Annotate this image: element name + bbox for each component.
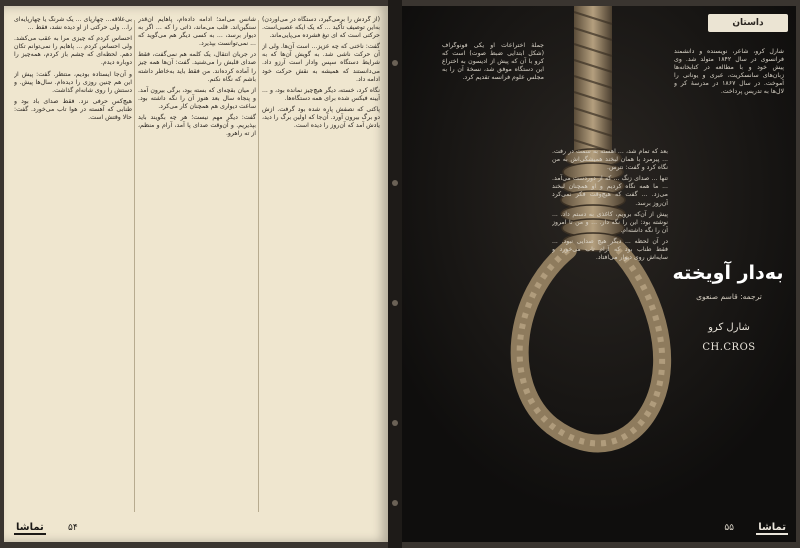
right-page-footer xyxy=(410,522,788,536)
paragraph: گفت: دیگر مهم نیست؛ هر چه بگویند باید بپذیریم. و آن‌وقت صدای پا آمد، آرام و منظم، از ته راهرو. xyxy=(138,114,256,138)
paragraph: احساس کردم که چیزی مرا به عقب می‌کشد. ولی احساس کردم ... پاهایم را نمی‌توانم تکان دهم. لحظه‌ای که چشم باز کردم، همه‌چیز را دوباره دیدم. xyxy=(14,35,132,67)
paragraph: شارل کرو، شاعر، نویسنده و دانشمند فرانسوی در سال ۱۸۴۲ متولد شد. وی پیش خود و با مطالعه در کتابخانه‌ها زبان‌های سانسکریت، عبری و یونانی را آموخت. در سال ۱۸۶۷ در مدرسهٔ کر و لال‌ها به تدریس پرداخت. xyxy=(674,48,784,96)
staple-hole xyxy=(392,300,398,306)
paragraph: تنها ... صدای زنگ ... که از دوردست می‌آمد. ... ما همه نگاه کردیم و او همچنان لبخند می‌زد. ... گفت که هیچ‌وقت فکر نمی‌کرد آن‌روز برسد. xyxy=(552,175,668,207)
staple-hole xyxy=(392,180,398,186)
section-tag: داستان xyxy=(708,14,788,32)
paragraph: پیش از آن‌که برویم، کاغذی به دستم داد. ... نوشته بود: این را نگه دار. ... و من تا امروز آن را نگه داشته‌ام. xyxy=(552,210,668,234)
story-title: به‌دار آویخته xyxy=(672,262,784,284)
paragraph: و آن‌جا ایستاده بودیم، منتظر. گفت: پیش از این هم چنین روزی را دیده‌ام. سال‌ها پیش. و دستش را روی شانه‌ام گذاشت. xyxy=(14,70,132,94)
author-name-persian: شارل کرو xyxy=(708,322,750,333)
paragraph: شانس می‌آمد؛ ادامه داده‌ام، پاهایم آن‌قدر سنگین‌اند. قلب می‌ماند، ذاتی را که ... اگر به دیوار برسد، ... به کسی دیگر هم می‌گوید که ... نمی‌توانست بپذیرد. xyxy=(138,16,256,48)
staple-hole xyxy=(392,420,398,426)
page-number: ۵۵ xyxy=(724,523,734,533)
paragraph: (از گردش را برمی‌گیرد، دستگاه در می‌آوردن) به‌این توصیف تأکید ... که یک ایکه عصبی‌است. حرکتی است که ای تیغ فشرده می‌پایی‌ماند. xyxy=(262,16,380,40)
paragraph: هیچ‌کس حرفی نزد. فقط صدای باد بود و طنابی که آهسته در هوا تاب می‌خورد. گفت: حالا وقتش است. xyxy=(14,97,132,122)
magazine-logo: تماشا xyxy=(758,522,786,533)
binding-spine xyxy=(388,0,402,548)
column-divider xyxy=(258,20,259,512)
paragraph: در جریان انتقال، یک کلمه هم نمی‌گفت، فقط صدای قلبش را می‌شنید. گفت: آن‌ها همه چیز را آماده کرده‌اند. من فقط باید به‌خاطر داشته باشم که نگاه نکنم. xyxy=(138,51,256,83)
column-divider xyxy=(134,20,135,512)
left-page-footer xyxy=(14,522,378,536)
paragraph: گفت: ناخنی که چه عزیز... است آن‌ها. ولی از آن حرکت ناشی شد. به گویش آن‌ها که به شرایط دستگاه سپس وادار است آرزو داد. می‌دانستند که همیشه به نقش حرکت خود ادامه داد. xyxy=(262,43,380,83)
magazine-logo: تماشا xyxy=(16,522,44,533)
paragraph: بی‌علاقه... چهارپای ... یک شرنگ یا چهارپایه‌ای را... ولی حرکتی از او دیده نشد، فقط ... xyxy=(14,16,132,32)
staple-hole xyxy=(392,60,398,66)
staple-hole xyxy=(392,500,398,506)
paragraph: بعد که تمام شد، ... آهسته به سمت در رفت. ... پیرمرد با همان لبخند همیشگی‌اش به من نگاه کرد و گفت: نترس. xyxy=(552,148,668,172)
story-body xyxy=(552,148,668,508)
translator-credit: ترجمه: قاسم صنعوی xyxy=(696,292,762,301)
left-page xyxy=(4,6,388,542)
left-page-column-3 xyxy=(14,16,132,516)
right-page xyxy=(402,6,796,542)
paragraph: در آن لحظه ... دیگر هیچ صدایی نبود. ... فقط طناب بود که آرام تاب می‌خورد و سایه‌اش روی دیوار می‌افتاد. xyxy=(552,237,668,262)
paragraph: نگاه کرد، خسته، دیگر هیچ‌چیز نمانده بود، و ... آیینه فیکس شده برای همه دستگاه‌ها. xyxy=(262,86,380,102)
author-name-latin: CH.CROS xyxy=(702,342,756,353)
paragraph: از میان بقچه‌ای که بسته بود، برگی بیرون آمد. و پنجاه سال بعد هنوز آن را نگه داشته بود. ساعت دیواری هم همچنان کار می‌کرد. xyxy=(138,86,256,110)
author-bio-right xyxy=(674,48,784,158)
author-bio-left xyxy=(442,42,544,146)
left-page-column-2 xyxy=(138,16,256,516)
left-page-column-1 xyxy=(262,16,380,516)
paragraph: پاکتی که نصفش پاره شده بود گرفت. ازش دو برگ بیرون آورد. آن‌جا که اولین برگ را دید، یادش آمد که آن‌روز را دیده است. xyxy=(262,105,380,130)
page-number: ۵۴ xyxy=(68,523,78,533)
paragraph: جملهٔ اختراعات او یکی فونوگراف (شکل ابتدایی ضبط صوت) است که کرو با آن که پیش از ادیسون به اختراع این دستگاه موفق شد، نسخهٔ آن را به مجلس علوم فرانسه تقدیم کرد. xyxy=(442,42,544,82)
